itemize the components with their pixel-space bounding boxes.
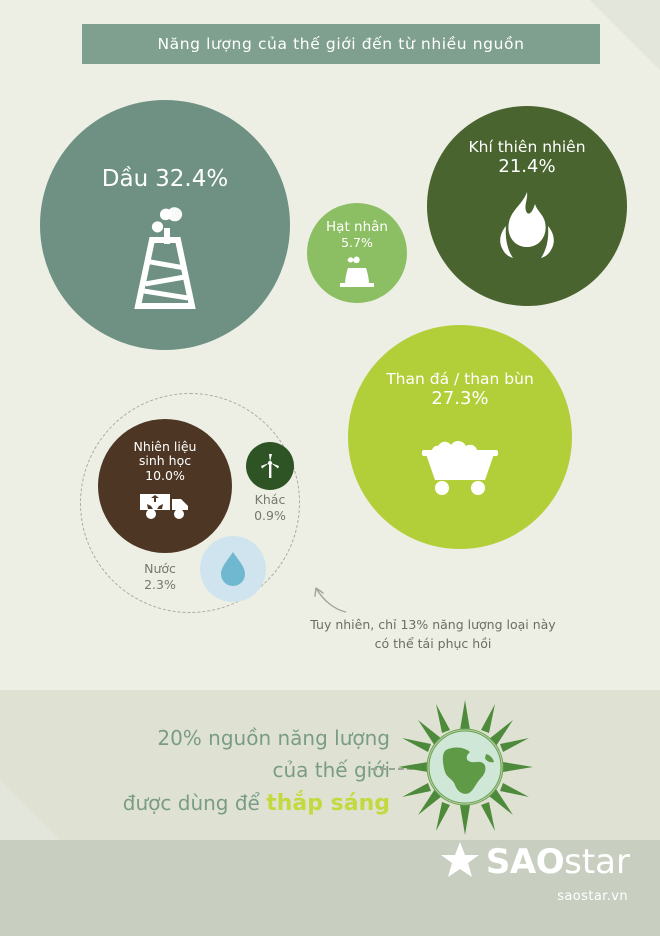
bubble-coal-label: Than đá / than bùn	[386, 370, 534, 388]
bubble-water-label: Nước	[144, 561, 176, 576]
bubble-oil-label: Dầu	[101, 166, 149, 192]
bubble-other	[246, 442, 294, 490]
bubble-coal-value: 27.3%	[431, 387, 489, 409]
logo-name-light: star	[564, 842, 630, 882]
bubble-gas	[427, 106, 627, 306]
bubble-oil	[40, 100, 290, 350]
logo	[440, 840, 630, 884]
oil-derrick-icon	[122, 206, 208, 318]
note-arrow-icon	[300, 576, 348, 616]
flame-icon	[494, 192, 560, 268]
bubble-other-caption	[232, 492, 308, 523]
page-title: Năng lượng của thế giới đến từ nhiều nguồn	[157, 35, 525, 53]
logo-site: saostar.vn	[557, 889, 628, 904]
header-banner	[82, 24, 600, 64]
bubble-gas-value: 21.4%	[498, 155, 556, 177]
recycle-truck-icon	[138, 490, 192, 524]
star-icon	[440, 840, 480, 884]
bubble-oil-value: 32.4%	[155, 166, 229, 192]
lighting-statement-line1: 20% nguồn năng lượng	[157, 726, 390, 750]
lighting-statement-line3-prefix: được dùng để	[122, 791, 267, 815]
bubble-biofuel-label-line2: sinh học	[138, 453, 192, 469]
bubble-nuclear-label: Hạt nhân	[326, 219, 388, 235]
bubble-water-value: 2.3%	[144, 576, 176, 592]
coal-cart-icon	[418, 432, 502, 500]
bubble-nuclear	[307, 203, 407, 303]
renewables-note	[268, 616, 598, 654]
bubble-gas-label: Khí thiên nhiên	[468, 138, 586, 156]
corner-accent-top-right	[590, 0, 660, 70]
bubble-biofuel	[98, 419, 232, 553]
bubble-coal	[348, 325, 572, 549]
nuclear-plant-icon	[340, 256, 374, 292]
logo-name-bold: SAO	[485, 842, 565, 882]
lighting-statement	[30, 722, 390, 821]
bubble-other-label: Khác	[254, 492, 286, 507]
bubble-biofuel-label-line1: Nhiên liệu	[133, 439, 197, 454]
wind-turbine-icon	[258, 453, 282, 483]
bubble-water	[200, 536, 266, 602]
bubble-nuclear-value: 5.7%	[341, 234, 373, 250]
bubble-water-caption	[118, 561, 202, 592]
lighting-statement-line2: của thế giới	[272, 758, 390, 782]
renewables-note-line2: có thể tái phục hồi	[374, 635, 492, 651]
bubble-biofuel-value: 10.0%	[145, 467, 185, 483]
bubble-other-value: 0.9%	[254, 507, 286, 523]
water-drop-icon	[217, 550, 249, 592]
renewables-note-line1: Tuy nhiên, chỉ 13% năng lượng loại này	[310, 617, 556, 632]
globe-sun-icon	[398, 700, 533, 835]
lighting-statement-highlight: thắp sáng	[266, 791, 390, 816]
lighting-statement-line3	[30, 786, 390, 821]
